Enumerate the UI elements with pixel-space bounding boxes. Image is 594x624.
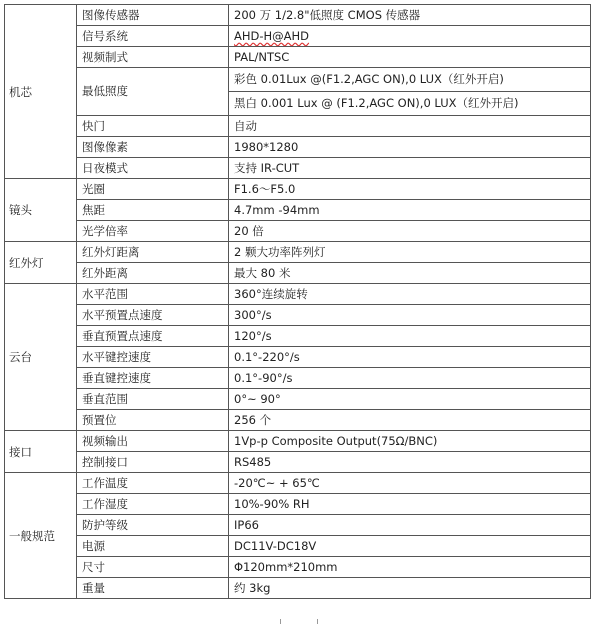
- spec-label: 重量: [77, 578, 229, 599]
- spec-value: -20℃~ + 65℃: [229, 473, 591, 494]
- spec-value: 2 颗大功率阵列灯: [229, 242, 591, 263]
- table-row: [5, 347, 591, 368]
- table-row: [5, 389, 591, 410]
- table-row: [5, 263, 591, 284]
- table-row: [5, 68, 591, 92]
- table-row: [5, 536, 591, 557]
- table-row: [5, 5, 591, 26]
- spec-value: 支持 IR-CUT: [229, 158, 591, 179]
- spec-label: 工作温度: [77, 473, 229, 494]
- spec-label: 控制接口: [77, 452, 229, 473]
- table-row: [5, 179, 591, 200]
- table-row: [5, 578, 591, 599]
- spec-label: 预置位: [77, 410, 229, 431]
- table-row: [5, 116, 591, 137]
- table-row: [5, 242, 591, 263]
- category-pan-tilt: 云台: [5, 284, 77, 431]
- spec-label: 视频输出: [77, 431, 229, 452]
- spec-value: 约 3kg: [229, 578, 591, 599]
- category-ir-light: 红外灯: [5, 242, 77, 284]
- spec-label: 图像像素: [77, 137, 229, 158]
- table-row: [5, 326, 591, 347]
- spec-value: RS485: [229, 452, 591, 473]
- spec-value: 10%-90% RH: [229, 494, 591, 515]
- spec-label: 垂直预置点速度: [77, 326, 229, 347]
- spec-label: 垂直键控速度: [77, 368, 229, 389]
- spec-value: 0.1°-90°/s: [229, 368, 591, 389]
- spec-value: 256 个: [229, 410, 591, 431]
- table-row: [5, 305, 591, 326]
- spec-value: IP66: [229, 515, 591, 536]
- spec-label: 红外距离: [77, 263, 229, 284]
- spec-label: 水平预置点速度: [77, 305, 229, 326]
- spec-value: 4.7mm -94mm: [229, 200, 591, 221]
- spec-value: 最大 80 米: [229, 263, 591, 284]
- spec-label: 红外灯距离: [77, 242, 229, 263]
- table-row: [5, 557, 591, 578]
- spec-value: AHD-H@AHD: [229, 26, 591, 47]
- spec-value: F1.6～F5.0: [229, 179, 591, 200]
- spec-label: 水平键控速度: [77, 347, 229, 368]
- table-edge-fragment: [280, 619, 318, 624]
- table-row: [5, 221, 591, 242]
- spec-label: 水平范围: [77, 284, 229, 305]
- spec-value: 200 万 1/2.8"低照度 CMOS 传感器: [229, 5, 591, 26]
- table-row: [5, 452, 591, 473]
- spec-value: PAL/NTSC: [229, 47, 591, 68]
- spec-label: 电源: [77, 536, 229, 557]
- spec-label: 光圈: [77, 179, 229, 200]
- table-row: [5, 410, 591, 431]
- spec-label: 日夜模式: [77, 158, 229, 179]
- table-row: [5, 473, 591, 494]
- spec-label: 垂直范围: [77, 389, 229, 410]
- spec-label: 快门: [77, 116, 229, 137]
- spec-value: 彩色 0.01Lux @(F1.2,AGC ON),0 LUX（红外开启): [229, 68, 591, 92]
- spec-value: DC11V-DC18V: [229, 536, 591, 557]
- spec-value: Φ120mm*210mm: [229, 557, 591, 578]
- spec-label: 工作湿度: [77, 494, 229, 515]
- table-row: [5, 431, 591, 452]
- spec-label: 视频制式: [77, 47, 229, 68]
- spec-label: 最低照度: [77, 68, 229, 116]
- table-row: [5, 137, 591, 158]
- table-row: [5, 158, 591, 179]
- spec-label: 尺寸: [77, 557, 229, 578]
- table-row: [5, 47, 591, 68]
- spec-value: 1Vp-p Composite Output(75Ω/BNC): [229, 431, 591, 452]
- spec-label: 焦距: [77, 200, 229, 221]
- spec-value: 360°连续旋转: [229, 284, 591, 305]
- spec-label: 图像传感器: [77, 5, 229, 26]
- spec-value: 黑白 0.001 Lux @ (F1.2,AGC ON),0 LUX（红外开启): [229, 92, 591, 116]
- spec-value: 300°/s: [229, 305, 591, 326]
- table-row: [5, 200, 591, 221]
- table-row: [5, 368, 591, 389]
- spec-value: 自动: [229, 116, 591, 137]
- spec-label: 光学倍率: [77, 221, 229, 242]
- spec-value: 0°~ 90°: [229, 389, 591, 410]
- spec-table: [4, 4, 591, 599]
- table-row: [5, 494, 591, 515]
- spec-label: 防护等级: [77, 515, 229, 536]
- table-row: [5, 26, 591, 47]
- table-row: [5, 515, 591, 536]
- spec-value: 120°/s: [229, 326, 591, 347]
- table-row: [5, 284, 591, 305]
- spec-label: 信号系统: [77, 26, 229, 47]
- spec-value: 20 倍: [229, 221, 591, 242]
- spec-value: 0.1°-220°/s: [229, 347, 591, 368]
- category-interface: 接口: [5, 431, 77, 473]
- spec-value: 1980*1280: [229, 137, 591, 158]
- category-lens: 镜头: [5, 179, 77, 242]
- category-general: 一般规范: [5, 473, 77, 599]
- category-core: 机芯: [5, 5, 77, 179]
